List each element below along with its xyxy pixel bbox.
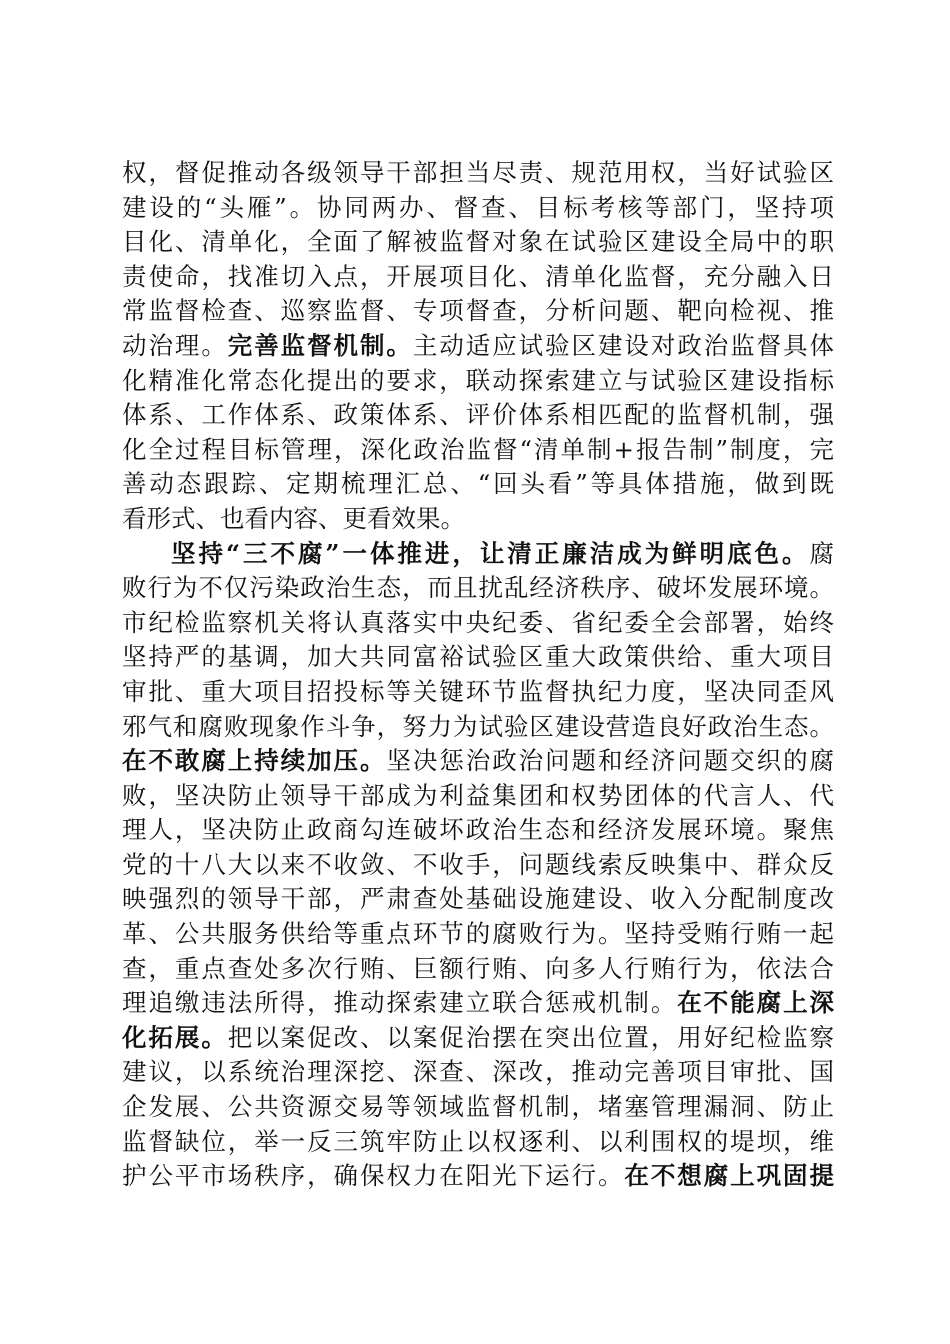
body-text: 坚持严的基调，加大共同富裕试验区重大政策供给、重大项目 [122,642,834,672]
body-text: 权，督促推动各级领导干部担当尽责、规范用权，当好试验区 [122,158,834,187]
body-text: 党的十八大以来不收敛、不收手，问题线索反映集中、群众反 [122,849,834,879]
body-text: 目化、清单化，全面了解被监督对象在试验区建设全局中的职 [122,227,834,257]
body-text: 败，坚决防止领导干部成为利益集团和权势团体的代言人、代 [122,780,834,810]
body-text: 建议，以系统治理深挖、深查、深改，推动完善项目审批、国 [122,1057,834,1087]
text-line [122,156,834,191]
text-line [122,571,834,606]
text-line [122,917,834,952]
body-text: 主动适应试验区建设对政治监督具体 [412,330,835,360]
body-text: 审批、重大项目招投标等关键环节监督执纪力度，坚决同歪风 [122,676,834,706]
text-line [122,744,834,779]
bold-heading-text: 坚持“三不腐”一体推进，让清正廉洁成为鲜明底色。 [171,538,810,568]
text-line [122,710,834,745]
text-line [122,779,834,814]
body-text: 护公平市场秩序，确保权力在阳光下运行。 [122,1161,625,1191]
text-line [122,882,834,917]
body-text: 监督缺位，举一反三筑牢防止以权逐利、以利围权的堤坝，维 [122,1126,834,1156]
text-line [122,848,834,883]
body-text: 建设的“头雁”。协同两办、督查、目标考核等部门，坚持项 [122,192,834,222]
text-line [122,225,834,260]
text-line [122,952,834,987]
text-line [122,813,834,848]
body-text: 映强烈的领导干部，严肃查处基础设施建设、收入分配制度改 [122,884,834,914]
body-text: 看形式、也看内容、更看效果。 [122,503,465,533]
text-line [122,294,834,329]
body-text: 邪气和腐败现象作斗争，努力为试验区建设营造良好政治生态。 [122,711,834,741]
body-text: 责使命，找准切入点，开展项目化、清单化监督，充分融入日 [122,261,834,291]
text-line [122,640,834,675]
body-text: 常监督检查、巡察监督、专项督查，分析问题、靶向检视、推 [122,296,834,326]
text-line [122,1125,834,1160]
text-line [122,1021,834,1056]
text-line [122,502,834,537]
body-text: 败行为不仅污染政治生态，而且扰乱经济秩序、破坏发展环境。 [122,573,834,603]
text-line [122,398,834,433]
body-text: 体系、工作体系、政策体系、评价体系相匹配的监督机制，强 [122,400,834,430]
bold-heading-text: 完善监督机制。 [227,330,413,360]
text-line [122,260,834,295]
text-line [122,191,834,226]
text-line [122,1055,834,1090]
text-line [122,675,834,710]
body-text: 企发展、公共资源交易等领域监督机制，堵塞管理漏洞、防止 [122,1092,834,1122]
body-text: 市纪检监察机关将认真落实中央纪委、省纪委全会部署，始终 [122,607,834,637]
text-line [122,329,834,364]
document-body [122,156,834,1194]
body-text: 革、公共服务供给等重点环节的腐败行为。坚持受贿行贿一起 [122,919,834,949]
bold-heading-text: 在不想腐上巩固提 [624,1161,835,1191]
text-line [122,986,834,1021]
body-text: 化全过程目标管理，深化政治监督“清单制+报告制”制度，完 [122,434,834,464]
text-line [122,364,834,399]
bold-heading-text: 在不能腐上深 [677,988,835,1018]
bold-heading-text: 化拓展。 [122,1022,228,1052]
body-text: 理人，坚决防止政商勾连破坏政治生态和经济发展环境。聚焦 [122,815,834,845]
text-line [122,1159,834,1194]
text-line [122,537,834,572]
body-text: 把以案促改、以案促治摆在突出位置，用好纪检监察 [227,1022,835,1052]
body-text: 坚决惩治政治问题和经济问题交织的腐 [386,746,835,776]
body-text: 腐 [809,538,834,568]
text-line [122,1090,834,1125]
body-text: 化精准化常态化提出的要求，联动探索建立与试验区建设指标 [122,365,834,395]
body-text: 查，重点查处多次行贿、巨额行贿、向多人行贿行为，依法合 [122,953,834,983]
bold-heading-text: 在不敢腐上持续加压。 [122,746,387,776]
body-text: 理追缴违法所得，推动探索建立联合惩戒机制。 [122,988,678,1018]
text-line [122,467,834,502]
text-line [122,606,834,641]
body-text: 动治理。 [122,330,228,360]
body-text: 善动态跟踪、定期梳理汇总、“回头看”等具体措施，做到既 [122,469,834,499]
text-line [122,433,834,468]
